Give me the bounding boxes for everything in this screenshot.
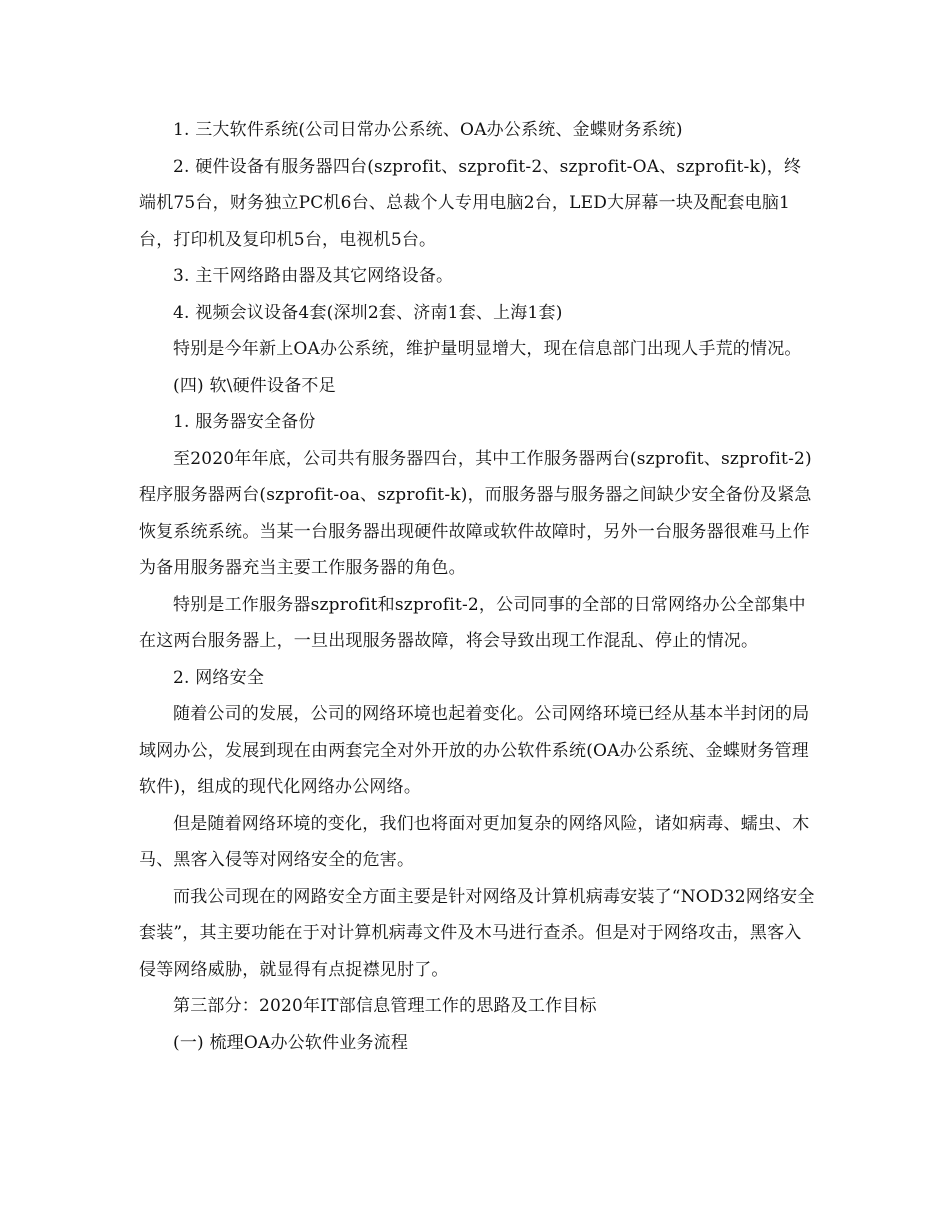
document-body: [139, 112, 815, 1061]
paragraph-hardware-equipment: 2. 硬件设备有服务器四台(szprofit、szprofit-2、szprofit-OA、szprofit-k)，终端机75台，财务独立PC机6台、总裁个人专用电脑2台，LED大屏幕一块及配套电脑1台，打印机及复印机5台，电视机5台。: [139, 156, 802, 250]
section-heading-equipment-shortage: (四) 软\硬件设备不足: [173, 375, 336, 396]
paragraph-server-status: 至2020年年底，公司共有服务器四台，其中工作服务器两台(szprofit、szprofit-2)程序服务器两台(szprofit-oa、szprofit-k)，而服务器与服务器之间缺少安全备份及紧急恢复系统系统。当某一台服务器出现硬件故障或软件故障时，另外一台服务器很难马上作为备用服务器充当主要工作服务器的角色。: [139, 448, 812, 578]
paragraph-video-conference: 4. 视频会议设备4套(深圳2套、济南1套、上海1套): [173, 302, 563, 323]
paragraph-work-servers: 特别是工作服务器szprofit和szprofit-2，公司同事的全部的日常网络办公全部集中在这两台服务器上，一旦出现服务器故障，将会导致出现工作混乱、停止的情况。: [139, 594, 806, 651]
part-three-heading: 第三部分：2020年IT部信息管理工作的思路及工作目标: [173, 996, 597, 1016]
paragraph-network-environment: 随着公司的发展，公司的网络环境也起着变化。公司网络环境已经从基本半封闭的局域网办公，发展到现在由两套完全对外开放的办公软件系统(OA办公系统、金蝶财务管理软件)，组成的现代化网络办公网络。: [139, 704, 810, 797]
paragraph-current-security: 而我公司现在的网路安全方面主要是针对网络及计算机病毒安装了“NOD32网络安全套装”，其主要功能在于对计算机病毒文件及木马进行查杀。但是对于网络攻击，黑客入侵等网络威胁，就显得有点捉襟见肘了。: [139, 886, 815, 980]
paragraph-oa-maintenance: 特别是今年新上OA办公系统，维护量明显增大，现在信息部门出现人手荒的情况。: [173, 339, 802, 359]
paragraph-network-devices: 3. 主干网络路由器及其它网络设备。: [173, 266, 454, 286]
paragraph-software-systems: 1. 三大软件系统(公司日常办公系统、OA办公系统、金蝶财务系统): [173, 120, 683, 140]
subheading-network-security: 2. 网络安全: [173, 667, 265, 688]
subheading-server-backup: 1. 服务器安全备份: [173, 412, 316, 432]
section-heading-oa-workflow: (一) 梳理OA办公软件业务流程: [173, 1032, 409, 1053]
paragraph-network-risks: 但是随着网络环境的变化，我们也将面对更加复杂的网络风险，诸如病毒、蠕虫、木马、黑客入侵等对网络安全的危害。: [139, 813, 810, 870]
